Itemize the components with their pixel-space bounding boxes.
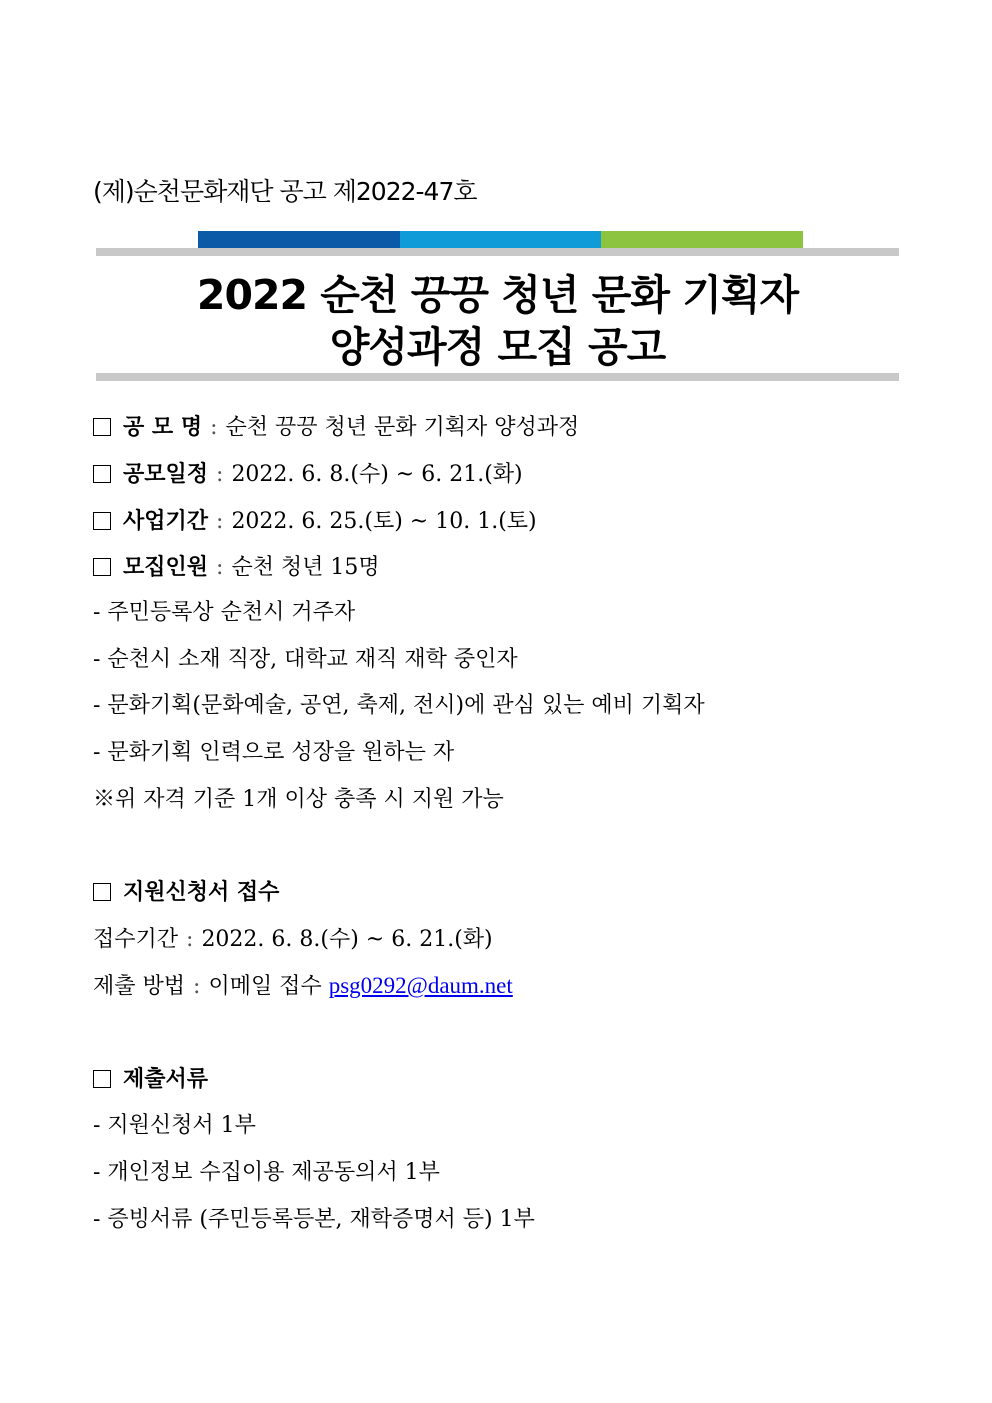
checkbox-icon: [93, 558, 111, 576]
eligibility-item: - 문화기획(문화예술, 공연, 축제, 전시)에 관심 있는 예비 기획자: [93, 693, 705, 718]
title-top-rule: [96, 248, 899, 256]
application-method-value: 이메일 접수: [208, 974, 322, 999]
color-bar-green: [601, 231, 803, 248]
eligibility-item: - 문화기획 인력으로 성장을 원하는 자: [93, 740, 455, 765]
info-recruit-label: 모집인원: [123, 554, 209, 580]
documents-heading: 제출서류: [123, 1066, 209, 1092]
email-link[interactable]: psg0292@daum.net: [328, 973, 513, 998]
document-item: - 지원신청서 1부: [93, 1113, 256, 1138]
application-period-label: 접수기간: [93, 927, 179, 952]
info-schedule-row: 공모일정 : 2022. 6. 8.(수) ~ 6. 21.(화): [93, 459, 523, 490]
eligibility-note: ※위 자격 기준 1개 이상 충족 시 지원 가능: [93, 787, 504, 812]
document-item: - 개인정보 수집이용 제공동의서 1부: [93, 1160, 440, 1185]
title-bottom-rule: [96, 373, 899, 381]
color-bar-sky: [400, 231, 601, 248]
application-period-value: 2022. 6. 8.(수) ~ 6. 21.(화): [201, 927, 493, 952]
application-period-row: 접수기간 : 2022. 6. 8.(수) ~ 6. 21.(화): [93, 927, 493, 952]
notice-number: (제)순천문화재단 공고 제2022-47호: [93, 177, 477, 206]
checkbox-icon: [93, 512, 111, 530]
checkbox-icon: [93, 465, 111, 483]
eligibility-item: - 주민등록상 순천시 거주자: [93, 600, 356, 625]
color-bar-blue: [198, 231, 400, 248]
info-name-label: 공 모 명: [123, 414, 203, 440]
page-title-line2: 양성과정 모집 공고: [329, 323, 666, 371]
info-schedule-value: 2022. 6. 8.(수) ~ 6. 21.(화): [231, 462, 523, 487]
checkbox-icon: [93, 883, 111, 901]
info-recruit-value: 순천 청년 15명: [231, 555, 380, 580]
info-period-value: 2022. 6. 25.(토) ~ 10. 1.(토): [231, 509, 537, 534]
checkbox-icon: [93, 418, 111, 436]
application-heading-row: [93, 877, 279, 908]
info-schedule-label: 공모일정: [123, 461, 209, 487]
application-method-row: 제출 방법 : 이메일 접수 psg0292@daum.net: [93, 973, 513, 999]
info-recruit-row: 모집인원 : 순천 청년 15명: [93, 552, 380, 583]
document-item: - 증빙서류 (주민등록등본, 재학증명서 등) 1부: [93, 1207, 535, 1232]
checkbox-icon: [93, 1070, 111, 1088]
info-period-row: 사업기간 : 2022. 6. 25.(토) ~ 10. 1.(토): [93, 506, 537, 537]
documents-heading-row: [93, 1064, 208, 1095]
info-period-label: 사업기간: [123, 508, 209, 534]
application-method-label: 제출 방법: [93, 974, 186, 999]
application-heading: 지원신청서 접수: [123, 879, 280, 905]
info-name-row: 공 모 명 : 순천 끙끙 청년 문화 기획자 양성과정: [93, 412, 579, 443]
info-name-value: 순천 끙끙 청년 문화 기획자 양성과정: [225, 415, 580, 440]
page-title-line1: 2022 순천 끙끙 청년 문화 기획자: [196, 271, 799, 319]
eligibility-item: - 순천시 소재 직장, 대학교 재직 재학 중인자: [93, 647, 518, 672]
